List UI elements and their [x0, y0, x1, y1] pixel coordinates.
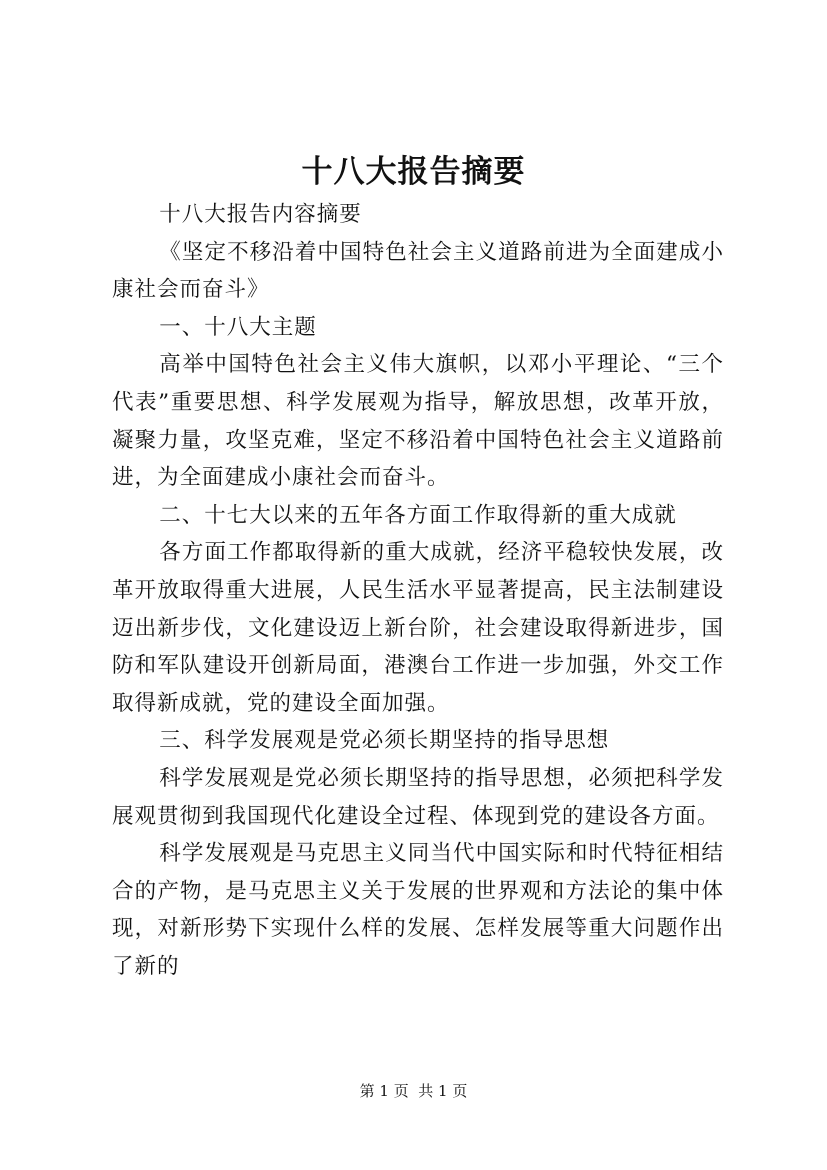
paragraph-report-title: 《坚定不移沿着中国特色社会主义道路前进为全面建成小康社会而奋斗》 [112, 239, 724, 303]
section-heading-3: 三、科学发展观是党必须长期坚持的指导思想 [159, 728, 610, 754]
section-heading-2: 二、十七大以来的五年各方面工作取得新的重大成就 [159, 502, 677, 528]
page-footer [0, 1080, 827, 1101]
paragraph-marxism: 科学发展观是马克思主义同当代中国实际和时代特征相结合的产物，是马克思主义关于发展的世界观和方法论的集中体现，对新形势下实现什么样的发展、怎样发展等重大问题作出了新的 [112, 841, 724, 979]
paragraph-achievements: 各方面工作都取得新的重大成就，经济平稳较快发展，改革开放取得重大进展，人民生活水平显著提高，民主法制建设迈出新步伐，文化建设迈上新台阶，社会建设取得新进步，国防和军队建设开创新局面，港澳台工作进一步加强，外交工作取得新成就，党的建设全面加强。 [112, 540, 724, 716]
paragraph-guiding-thought: 科学发展观是党必须长期坚持的指导思想，必须把科学发展观贯彻到我国现代化建设全过程、体现到党的建设各方面。 [112, 765, 724, 829]
document-body [112, 196, 724, 985]
section-heading-1: 一、十八大主题 [159, 314, 317, 340]
paragraph-subtitle: 十八大报告内容摘要 [159, 202, 362, 227]
page-number: 第 1 页 共 1 页 [359, 1082, 468, 1100]
document-title: 十八大报告摘要 [301, 154, 526, 190]
paragraph-theme: 高举中国特色社会主义伟大旗帜，以邓小平理论、“三个代表”重要思想、科学发展观为指导，解放思想，改革开放，凝聚力量，攻坚克难，坚定不移沿着中国特色社会主义道路前进，为全面建成小康社会而奋斗。 [112, 352, 724, 491]
